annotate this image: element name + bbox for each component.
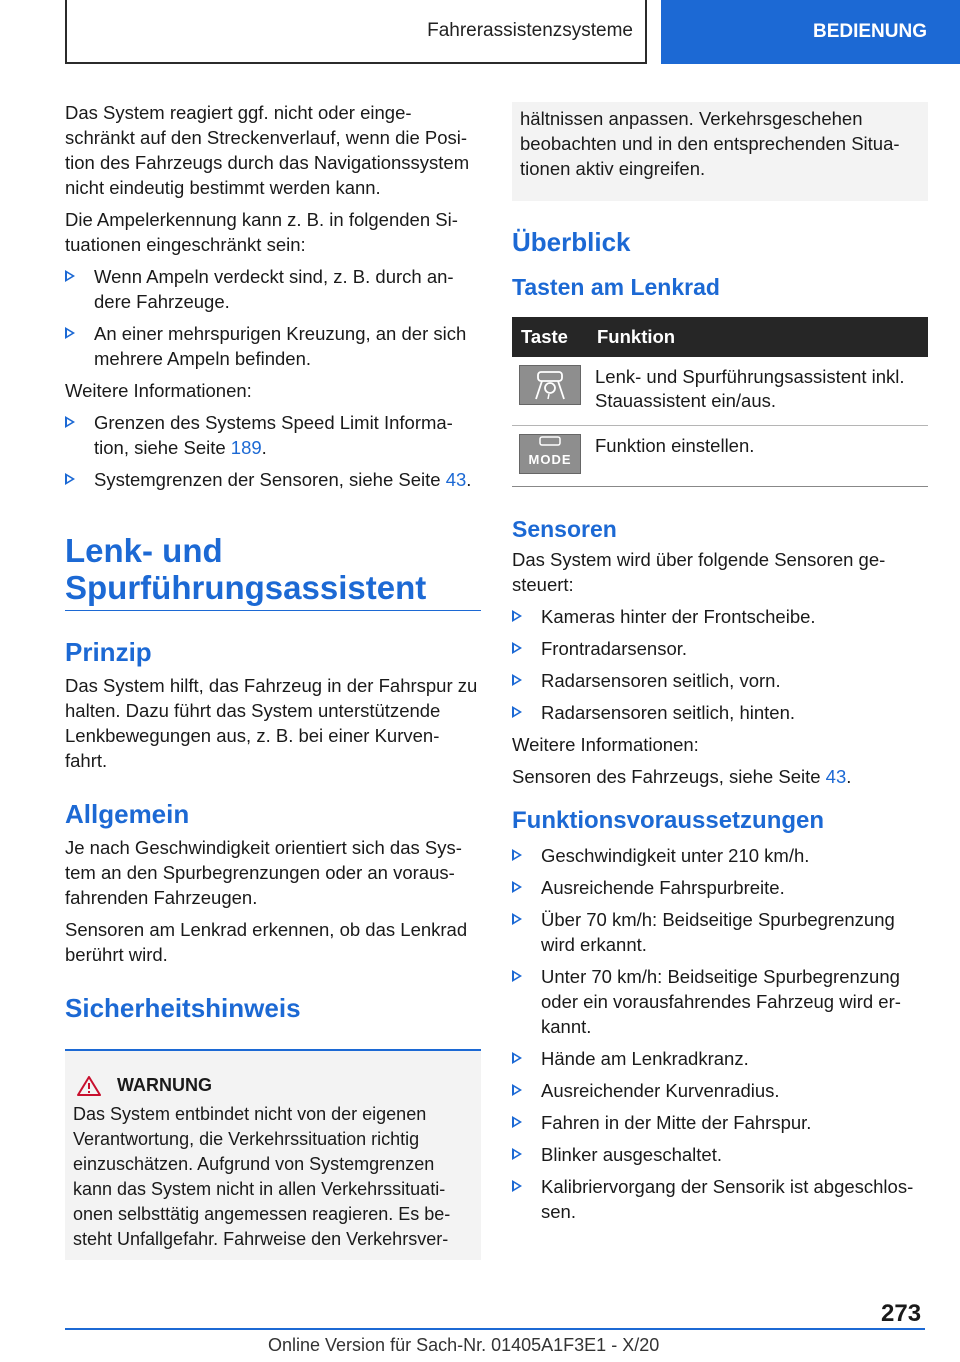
list-item: Unter 70 km/h: Beidseitige Spurbegrenzung oder ein vorausfahrendes Fahrzeug wird er-kannt. [512,964,928,1039]
chapter-heading: Lenk- und Spurführungsassistent [65,532,427,606]
footer-rule [65,1328,925,1330]
header-section[interactable] [661,0,960,64]
mode-button-icon: MODE [519,434,581,474]
list-item: Hände am Lenkradkranz. [512,1046,928,1071]
warning-box-continued [512,102,928,201]
triangle-bullet-icon [512,1084,522,1096]
triangle-bullet-icon [65,270,75,282]
triangle-bullet-icon [512,913,522,925]
footer-text: Online Version für Sach-Nr. 01405A1F3E1 - X/20 [268,1335,660,1355]
list-item: Kalibriervorgang der Sensorik ist abgeschlos-sen. [512,1174,928,1224]
triangle-bullet-icon [512,1116,522,1128]
heading-allgemein: Allgemein [65,799,190,829]
triangle-bullet-icon [512,674,522,686]
list-item: Frontradarsensor. [512,636,928,661]
heading-ueberblick: Überblick [512,227,631,257]
paragraph: Sensoren des Fahrzeugs, siehe Seite 43. [512,766,852,787]
triangle-bullet-icon [512,1052,522,1064]
triangle-bullet-icon [512,610,522,622]
list-item: Grenzen des Systems Speed Limit Informa-tion, siehe Seite 189. [65,410,481,460]
triangle-bullet-icon [512,1148,522,1160]
table-row [512,426,928,487]
page-link[interactable]: 189 [230,437,262,458]
page-link[interactable]: 43 [825,766,847,787]
warning-text: hältnissen anpassen. Verkehrsgeschehen beobachten und in den entsprechenden Situa-tionen aktiv eingreifen. [520,108,900,179]
paragraph: Sensoren am Lenkrad erkennen, ob das Lenkrad berührt wird. [65,919,468,965]
triangle-bullet-icon [512,642,522,654]
column-header-funktion: Funktion [588,317,928,357]
heading-sensoren: Sensoren [512,516,617,542]
triangle-bullet-icon [512,881,522,893]
page-link[interactable]: 43 [445,469,467,490]
paragraph: Weitere Informationen: [512,734,699,755]
heading-rule [65,610,481,611]
lane-assist-button-icon [519,365,581,405]
right-column [512,100,928,1231]
list-item: Über 70 km/h: Beidseitige Spurbegrenzung wird erkannt. [512,907,928,957]
left-column [65,100,481,1260]
chapter-title: Fahrerassistenzsysteme [427,20,633,41]
bullet-list [512,604,928,725]
list-item: Ausreichende Fahrspurbreite. [512,875,928,900]
section-title: BEDIENUNG [812,21,927,42]
paragraph: Weitere Informationen: [65,380,252,401]
table-row [512,357,928,426]
list-item: Radarsensoren seitlich, hinten. [512,700,928,725]
column-header-taste: Taste [512,317,588,357]
triangle-bullet-icon [512,970,522,982]
paragraph: Die Ampelerkennung kann z. B. in folgenden Si-tuationen eingeschränkt sein: [65,209,458,255]
list-item: Blinker ausgeschaltet. [512,1142,928,1167]
list-item: Radarsensoren seitlich, vorn. [512,668,928,693]
triangle-bullet-icon [65,327,75,339]
warning-box [65,1049,481,1260]
heading-tasten: Tasten am Lenkrad [512,274,720,300]
warning-text: Das System entbindet nicht von der eigenen Verantwortung, die Verkehrssituation richtig einzuschätzen. Aufgrund von Systemgrenzen kann das System nicht in allen Verkehrssituati-onen selbsttätig angemessen reagieren. Es be-steht Unfallgefahr. Fahrweise den Verkehrsver- [73,1104,451,1249]
list-item: Systemgrenzen der Sensoren, siehe Seite 43. [65,467,481,492]
page-number: 273 [881,1300,922,1327]
warning-title: WARNUNG [77,1073,473,1098]
list-item: Geschwindigkeit unter 210 km/h. [512,843,928,868]
list-item: Wenn Ampeln verdeckt sind, z. B. durch an-dere Fahrzeuge. [65,264,481,314]
list-item: An einer mehrspurigen Kreuzung, an der sich mehrere Ampeln befinden. [65,321,481,371]
header-chapter [65,0,647,64]
warning-triangle-icon [77,1076,101,1096]
triangle-bullet-icon [512,849,522,861]
heading-funktionsvoraussetzungen: Funktionsvoraussetzungen [512,807,825,834]
list-item: Ausreichender Kurvenradius. [512,1078,928,1103]
heading-sicherheitshinweis: Sicherheitshinweis [65,993,301,1023]
triangle-bullet-icon [65,416,75,428]
paragraph: Je nach Geschwindigkeit orientiert sich das Sys-tem an den Spurbegrenzungen oder an voraus-fahrenden Fahrzeugen. [65,837,462,908]
heading-prinzip: Prinzip [65,637,152,667]
paragraph: Das System hilft, das Fahrzeug in der Fahrspur zu halten. Dazu führt das System unterstützende Lenkbewegungen aus, z. B. bei einer Kurven-fahrt. [65,675,478,771]
triangle-bullet-icon [512,1180,522,1192]
bullet-list [65,410,481,492]
list-item: Fahren in der Mitte der Fahrspur. [512,1110,928,1135]
table-cell: Lenk- und Spurführungsassistent inkl. Stauassistent ein/aus. [588,357,928,426]
table-header-row [512,317,928,357]
triangle-bullet-icon [65,473,75,485]
keys-table [512,317,928,487]
table-cell: Funktion einstellen. [588,426,928,487]
bullet-list [65,264,481,371]
paragraph: Das System reagiert ggf. nicht oder einge-schränkt auf den Streckenverlauf, wenn die Posi-tion des Fahrzeugs durch das Navigationssystem nicht eindeutig bestimmt werden kann. [65,102,470,198]
triangle-bullet-icon [512,706,522,718]
paragraph: Das System wird über folgende Sensoren ge-steuert: [512,549,886,595]
bullet-list [512,843,928,1224]
list-item: Kameras hinter der Frontscheibe. [512,604,928,629]
